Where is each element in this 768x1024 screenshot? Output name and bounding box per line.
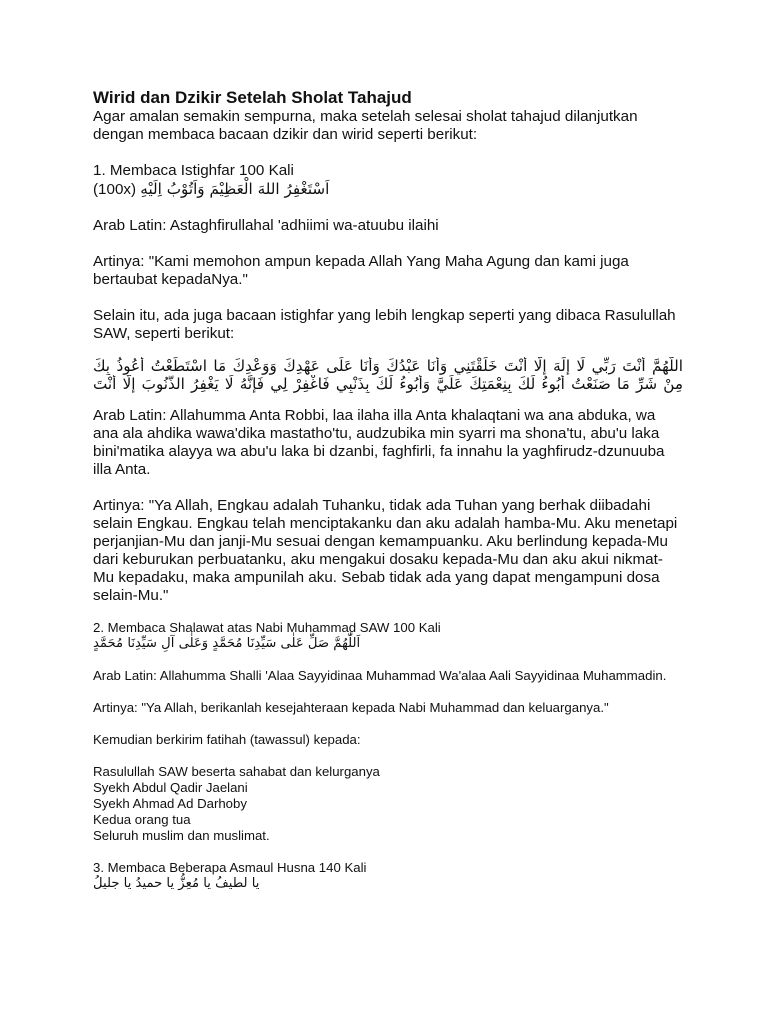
istighfar-extra-intro: Selain itu, ada juga bacaan istighfar yang lebih lengkap seperti yang dibaca Rasulullah SAW, seperti berikut: [93,307,676,342]
tawassul-intro: Kemudian berkirim fatihah (tawassul) kepada: [93,732,361,747]
tawassul-recipient: Kedua orang tua [93,812,191,827]
tawassul-recipient: Seluruh muslim dan muslimat. [93,828,270,843]
tawassul-recipient: Syekh Ahmad Ad Darhoby [93,796,247,811]
sayyidul-istighfar-arabic-line-1: اللَّهُمَّ أَنْتَ رَبِّي لَا إِلَهَ إِلَّا أَنْتَ خَلَقْتَنِي وَأَنَا عَبْدُكَ وَأَنَا عَلَى عَهْدِكَ وَوَعْدِكَ مَا اسْتَطَعْتُ أَعُوذُ بِكَ [93,357,683,375]
document-title: Wirid dan Dzikir Setelah Sholat Tahajud [93,88,412,107]
section-1-heading: 1. Membaca Istighfar 100 Kali [93,162,294,179]
intro-paragraph: Agar amalan semakin sempurna, maka setelah selesai sholat tahajud dilanjutkan dengan membaca bacaan dzikir dan wirid seperti berikut: [93,108,638,143]
asmaul-husna-arabic: يا لطيفُ يا مُعِزُّ يا حميدُ يا جليلُ [93,876,260,891]
document-page [93,88,683,892]
sayyidul-istighfar-arabic-line-2: مِنْ شَرِّ مَا صَنَعْتُ أَبُوءُ لَكَ بِنِعْمَتِكَ عَلَيَّ وَأَبُوءُ لَكَ بِذَنْبِي فَاغْفِرْ لِي فَإِنَّهُ لَا يَغْفِرُ الذُّنُوبَ إِلَّا أَنْتَ [93,375,683,393]
section-3-heading: 3. Membaca Beberapa Asmaul Husna 140 Kali [93,860,367,875]
section-small-text [93,620,683,892]
istighfar-meaning: Artinya: "Kami memohon ampun kepada Allah Yang Maha Agung dan kami juga bertaubat kepadaNya." [93,253,629,288]
shalawat-arabic: اَللّٰهُمَّ صَلِّ عَلٰى سَيِّدِنَا مُحَمَّدٍ وَعَلٰى آلِ سَيِّدِنَا مُحَمَّدٍ [93,636,361,651]
section-2-heading: 2. Membaca Shalawat atas Nabi Muhammad SAW 100 Kali [93,620,441,635]
tawassul-recipient: Syekh Abdul Qadir Jaelani [93,780,248,795]
istighfar-arabic: اَسْتَغْفِرُ اللهَ الْعَظِيْمَ وَاَتُوْبُ اِلَيْهِ [140,180,330,198]
shalawat-meaning: Artinya: "Ya Allah, berikanlah kesejahteraan kepada Nabi Muhammad dan keluarganya." [93,700,609,715]
shalawat-latin: Arab Latin: Allahumma Shalli 'Alaa Sayyidinaa Muhammad Wa'alaa Aali Sayyidinaa Muhammadin. [93,668,667,683]
istighfar-line [93,180,683,199]
sayyidul-istighfar-meaning: Artinya: "Ya Allah, Engkau adalah Tuhanku, tidak ada Tuhan yang berhak diibadahi selain Engkau. Engkau telah menciptakanku dan aku adalah hamba-Mu. Aku menetapi perjanjian-Mu dan janji-Mu sesuai dengan kemampuanku. Aku berlindung kepada-Mu dari keburukan perbuatanku, aku mengakui dosaku kepada-Mu dan aku akui nikmat-Mu kepadaku, maka ampunilah aku. Sebab tidak ada yang dapat mengampuni dosa selain-Mu." [93,497,678,604]
sayyidul-istighfar-latin: Arab Latin: Allahumma Anta Robbi, laa ilaha illa Anta khalaqtani wa ana abduka, wa ana ala ahdika wawa'dika mastatho'tu, audzubika min syarri ma shona'tu, abu'u laka bini'matika alayya wa abu'u laka bi dzanbi, faghfirli, fa innahu la yaghfirudz-dzunuuba illa Anta. [93,407,665,478]
section-large-text [93,108,683,605]
istighfar-latin: Arab Latin: Astaghfirullahal 'adhiimi wa-atuubu ilaihi [93,217,439,234]
tawassul-recipient: Rasulullah SAW beserta sahabat dan kelurganya [93,764,380,779]
istighfar-count: (100x) [93,181,137,198]
